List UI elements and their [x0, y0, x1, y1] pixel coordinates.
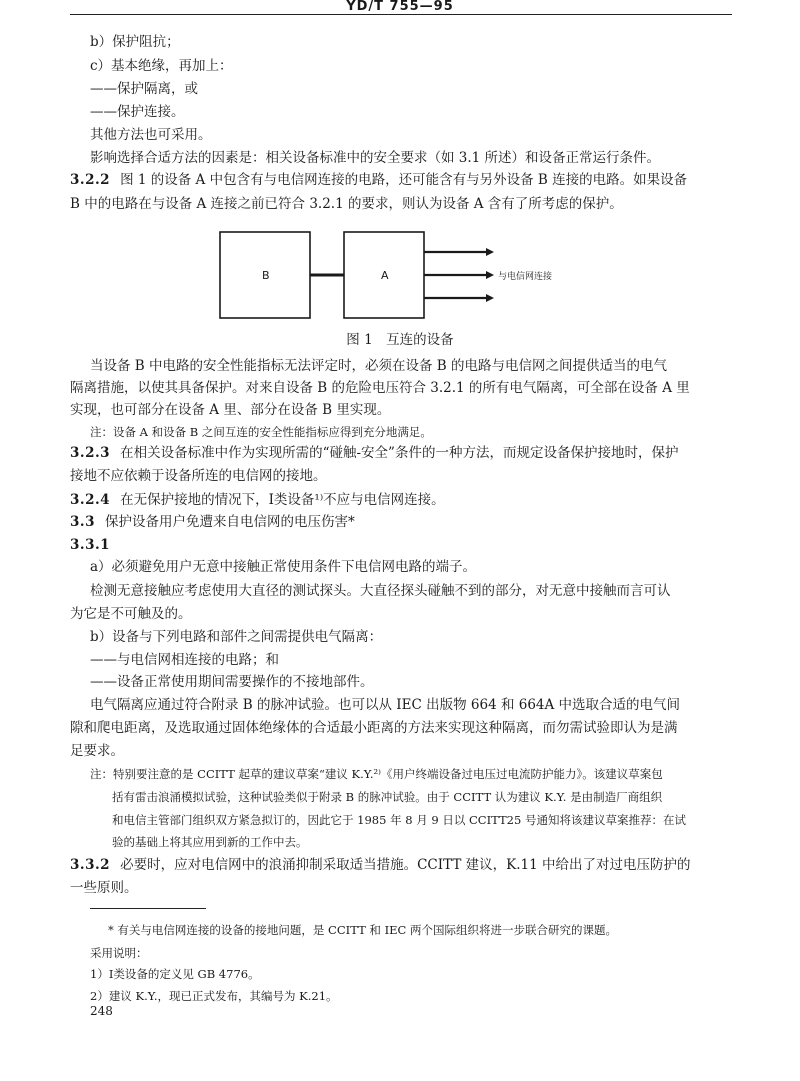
text-line: 检测无意接触应考虑使用大直径的测试探头。大直径探头碰触不到的部分，对无意中接触而言可认 — [90, 583, 671, 599]
section-3-2-4 — [70, 490, 445, 510]
text-line: ——与电信网相连接的电路；和 — [90, 652, 279, 668]
text-line: B 中的电路在与设备 A 连接之前已符合 3.2.1 的要求，则认为设备 A 含有了所考虑的保护。 — [70, 196, 623, 212]
text-line: 接地不应依赖于设备所连的电信网的接地。 — [70, 468, 327, 484]
text-line: b）保护阻抗； — [90, 34, 180, 50]
footnote: 采用说明： — [90, 946, 148, 960]
figure-caption: 图 1 互连的设备 — [346, 332, 454, 348]
section-text: 在无保护接地的情况下，Ⅰ类设备¹⁾不应与电信网连接。 — [120, 492, 445, 508]
device-a-label: A — [381, 269, 389, 282]
section-3-3-1 — [70, 535, 120, 555]
footnote: 2）建议 K.Y.，现已正式发布，其编号为 K.21。 — [90, 989, 338, 1003]
network-arrow-head — [486, 248, 494, 256]
text-line: 为它是不可触及的。 — [70, 606, 192, 622]
header-title: YD/T 755—95 — [346, 0, 454, 14]
page-number: 248 — [90, 1004, 113, 1018]
note-line: 和电信主管部门组织双方紧急拟订的，因此它于 1985 年 8 月 9 日以 CCITT25 号通知将该建议草案推荐：在试 — [112, 813, 686, 827]
text-line: 足要求。 — [70, 743, 124, 759]
footnote: 1）Ⅰ类设备的定义见 GB 4776。 — [90, 967, 260, 981]
text-line: ——设备正常使用期间需要操作的不接地部件。 — [90, 674, 374, 690]
text-line: 一些原则。 — [70, 880, 138, 896]
footnote: * 有关与电信网连接的设备的接地问题，是 CCITT 和 IEC 两个国际组织将进一步联合研究的课题。 — [108, 923, 617, 937]
section-3-3-2 — [70, 855, 690, 875]
text-line: a）必须避免用户无意中接触正常使用条件下电信网电路的端子。 — [90, 559, 477, 575]
text-line: b）设备与下列电路和部件之间需提供电气隔离： — [90, 629, 383, 645]
network-arrow-head — [486, 271, 494, 279]
section-number: 3.3.2 — [70, 857, 111, 873]
header-rule — [70, 14, 732, 15]
text-line: 电气隔离应通过符合附录 B 的脉冲试验。也可以从 IEC 出版物 664 和 664A 中选取合适的电气间 — [90, 697, 681, 713]
section-3-3 — [70, 512, 355, 532]
section-text: 在相关设备标准中作为实现所需的“碰触-安全”条件的一种方法，而规定设备保护接地时，保护 — [120, 445, 679, 461]
device-b-label: B — [262, 269, 270, 282]
section-3-2-3 — [70, 443, 678, 463]
section-text: 保护设备用户免遭来自电信网的电压伤害* — [105, 514, 355, 530]
section-number: 3.2.3 — [70, 445, 111, 461]
section-3-2-2 — [70, 170, 687, 190]
section-number: 3.3 — [70, 514, 95, 530]
text-line: 隙和爬电距离，及选取通过固体绝缘体的合适最小距离的方法来实现这种隔离，而勿需试验即认为是满 — [70, 720, 678, 736]
note-line: 验的基础上将其应用到新的工作中去。 — [112, 835, 308, 849]
text-line: c）基本绝缘，再加上： — [90, 58, 233, 74]
section-text: 图 1 的设备 A 中包含有与电信网连接的电路，还可能含有与另外设备 B 连接的电路。如果设备 — [120, 172, 688, 188]
footnote-rule — [90, 908, 206, 909]
note: 注：特别要注意的是 CCITT 起草的建议草案“建议 K.Y.²⁾《用户终端设备过电压过电流防护能力》。该建议草案包 — [90, 767, 663, 781]
text-line: 隔离措施，以使其具备保护。对来自设备 B 的危险电压符合 3.2.1 的所有电气隔离，可全部在设备 A 里 — [70, 380, 690, 396]
section-number: 3.2.4 — [70, 492, 111, 508]
network-connection-label: 与电信网连接 — [498, 272, 553, 282]
text-line: 影响选择合适方法的因素是：相关设备标准中的安全要求（如 3.1 所述）和设备正常运行条件。 — [90, 150, 661, 166]
note-line: 括有雷击浪涌模拟试验，这种试验类似于附录 B 的脉冲试验。由于 CCITT 认为建议 K.Y. 是由制造厂商组织 — [112, 790, 663, 804]
section-number: 3.2.2 — [70, 172, 111, 188]
text-line: 其他方法也可采用。 — [90, 127, 212, 143]
section-text: 必要时，应对电信网中的浪涌抑制采取适当措施。CCITT 建议，K.11 中给出了对过电压防护的 — [120, 857, 691, 873]
network-arrow-head — [486, 294, 494, 302]
text-line: ——保护隔离，或 — [90, 81, 198, 97]
section-number: 3.3.1 — [70, 537, 111, 553]
text-line: 实现，也可部分在设备 A 里、部分在设备 B 里实现。 — [70, 402, 391, 418]
note: 注：设备 A 和设备 B 之间互连的安全性能指标应得到充分地满足。 — [90, 425, 432, 439]
text-line: 当设备 B 中电路的安全性能指标无法评定时，必须在设备 B 的电路与电信网之间提供适当的电气 — [90, 358, 668, 374]
text-line: ——保护连接。 — [90, 104, 185, 120]
interconnection-diagram — [218, 230, 618, 320]
